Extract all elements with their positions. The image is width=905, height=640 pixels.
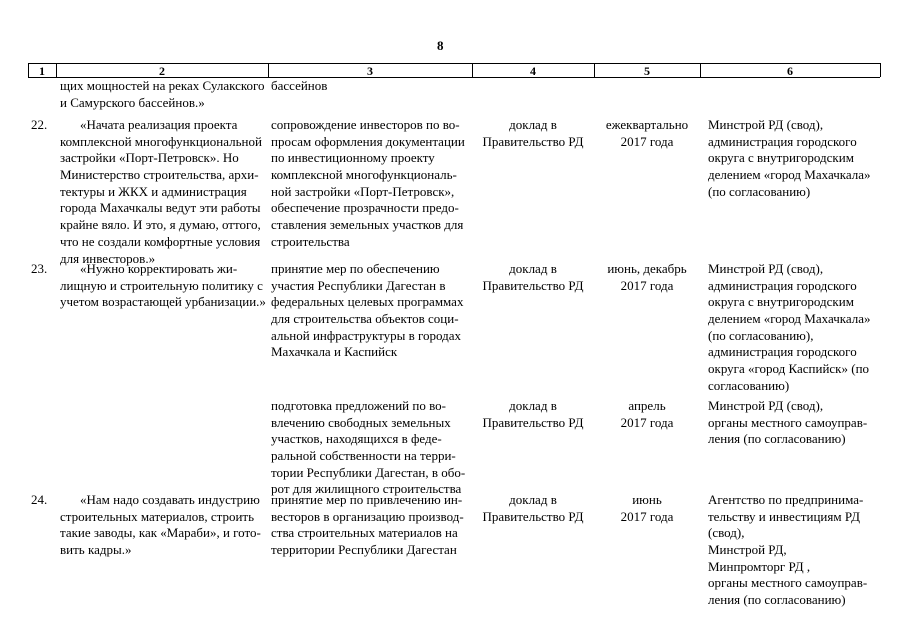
text-line: вить кадры.» [60,542,132,558]
text-line: подготовка предложений по во- [271,398,446,413]
row-23-number: 23. [31,261,48,276]
text-line: Правительство РД [482,277,584,293]
row-24-col3 [271,492,471,559]
text-line: Минстрой РД (свод), [708,117,824,132]
text-line: администрация городского [708,344,857,360]
text-line: округа с внутригородским [708,150,854,166]
text-line: администрация городского [708,133,857,149]
text-line: принятие мер по обеспечению [271,261,440,276]
text-line: влечению свободных земельных [271,414,451,430]
header-col-3: 3 [367,64,373,78]
text-line: обеспечение прозрачности предо- [271,200,459,216]
text-line: доклад в [509,261,557,276]
text-line: июнь [632,492,662,507]
row-23b-col5 [594,398,700,431]
text-line: ства строительных материалов на [271,525,458,541]
text-line: (по согласованию), [708,327,814,343]
row-22-col3 [271,117,471,251]
text-line: согласованию) [708,377,790,393]
text-line: комплексной многофункциональ- [271,167,457,183]
text-line: ставления земельных участков для [271,217,464,233]
text-line: Министерство строительства, архи- [60,167,259,183]
header-col-2: 2 [159,64,165,78]
text-line: тельству и инвестициям РД [708,508,860,524]
text-line: бассейнов [271,78,328,93]
header-col-4: 4 [530,64,536,78]
header-col-5: 5 [644,64,650,78]
row-23b-col3 [271,398,471,498]
text-line: доклад в [509,398,557,413]
text-line: Минстрой РД (свод), [708,398,824,413]
row-24-col5 [594,492,700,525]
row-24-col6 [708,492,880,609]
header-col-6: 6 [787,64,793,78]
text-line: ления (по согласованию) [708,431,846,447]
header-col-1: 1 [39,64,45,78]
text-line: 2017 года [620,508,674,524]
text-line: «Нужно корректировать жи- [80,261,238,276]
text-line: по инвестиционному проекту [271,150,435,166]
text-line: округа с внутригородским [708,294,854,310]
text-line: учетом возрастающей урбанизации.» [60,294,266,310]
text-line: ления (по согласованию) [708,592,846,608]
text-line: Минстрой РД, [708,542,787,558]
text-line: лищную и строительную политику с [60,277,263,293]
text-line: ральной собственности на терри- [271,448,456,464]
text-line: территории Республики Дагестан [271,542,457,558]
text-line: «Начата реализация проекта [80,117,238,132]
text-line: Правительство РД [482,133,584,149]
text-line: ной застройки «Порт-Петровск», [271,183,455,199]
row-22-col2 [60,117,266,267]
text-line: крайне вяло. И это, я думаю, оттого, [60,217,261,233]
page-number: 8 [437,38,444,53]
continuation-col2 [60,78,266,111]
text-line: просам оформления документации [271,133,465,149]
text-line: принятие мер по привлечению ин- [271,492,463,507]
text-line: тектуры и ЖКХ и администрация [60,183,247,199]
text-line: (по согласованию) [708,183,811,199]
text-line: Минпромторг РД , [708,558,811,574]
row-23b-col6 [708,398,880,448]
text-line: весторов в организацию производ- [271,508,464,524]
text-line: что не создали комфортные условия [60,233,261,249]
text-line: альной инфраструктуры в городах [271,327,462,343]
text-line: для строительства объектов соци- [271,311,459,327]
text-line: федеральных целевых программах [271,294,464,310]
text-line: 2017 года [620,414,674,430]
text-line: ежеквартально [605,117,689,132]
text-line: 2017 года [620,133,674,149]
text-line: органы местного самоуправ- [708,575,868,591]
text-line: строительных материалов, строить [60,508,255,524]
text-line: доклад в [509,492,557,507]
text-line: Минстрой РД (свод), [708,261,824,276]
text-line: апрель [628,398,666,413]
text-line: делением «город Махачкала» [708,311,871,327]
text-line: «Нам надо создавать индустрию [80,492,260,507]
text-line: и Самурского бассейнов.» [60,94,205,110]
row-22-col4 [472,117,594,150]
row-22-col5 [594,117,700,150]
row-24-col4 [472,492,594,525]
row-23-col2 [60,261,266,311]
row-23-col5 [594,261,700,294]
text-line: округа «город Каспийск» (по [708,361,870,377]
text-line: июнь, декабрь [607,261,687,276]
text-line: строительства [271,233,350,249]
row-23b-col4 [472,398,594,431]
row-22-number: 22. [31,117,48,132]
row-24-number: 24. [31,492,48,507]
continuation-col3 [271,78,471,95]
text-line: Правительство РД [482,414,584,430]
text-line: (свод), [708,525,745,541]
text-line: администрация городского [708,277,857,293]
text-line: щих мощностей на реках Сулакского [60,78,265,93]
text-line: участков, находящихся в феде- [271,431,442,447]
text-line: комплексной многофункциональной [60,133,262,149]
row-23-col3 [271,261,471,361]
row-23-col4 [472,261,594,294]
text-line: делением «город Махачкала» [708,167,871,183]
text-line: Правительство РД [482,508,584,524]
text-line: для инвесторов.» [60,250,156,266]
text-line: сопровождение инвесторов по во- [271,117,460,132]
row-22-col6 [708,117,880,200]
text-line: тории Республики Дагестан, в обо- [271,464,466,480]
row-24-col2 [60,492,266,559]
text-line: города Махачкалы ведут эти работы [60,200,261,216]
text-line: доклад в [509,117,557,132]
text-line: рот для жилищного строительства [271,481,462,497]
text-line: такие заводы, как «Мараби», и гото- [60,525,261,541]
header-right-border [880,63,881,77]
text-line: Махачкала и Каспийск [271,344,398,360]
row-23-col6 [708,261,880,395]
text-line: участия Республики Дагестан в [271,277,446,293]
text-line: органы местного самоуправ- [708,414,868,430]
text-line: Агентство по предпринима- [708,492,864,507]
text-line: застройки «Порт-Петровск». Но [60,150,239,166]
text-line: 2017 года [620,277,674,293]
